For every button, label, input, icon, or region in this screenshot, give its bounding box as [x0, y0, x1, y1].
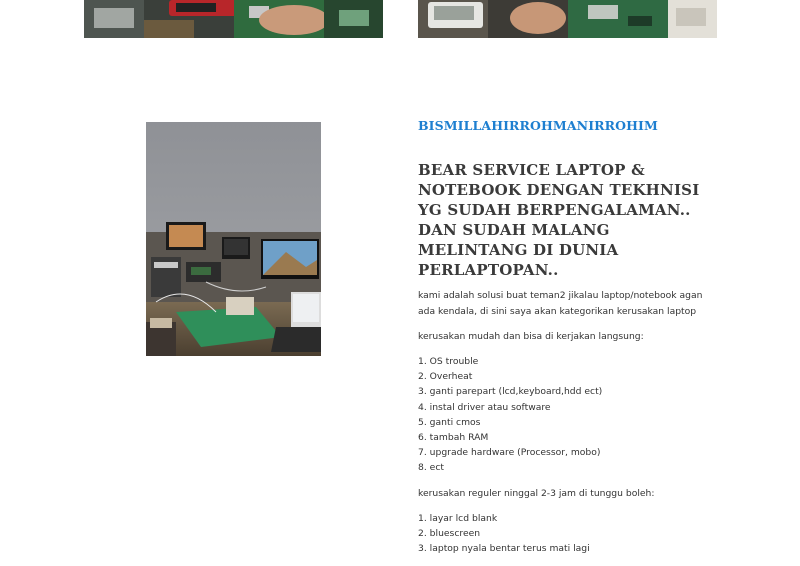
- list-item: 6. tambah RAM: [418, 432, 489, 444]
- list-item: 7. upgrade hardware (Processor, mobo): [418, 447, 601, 459]
- easy-repairs-list: [418, 354, 718, 476]
- repair-photo-right: [418, 0, 717, 38]
- regular-repairs-list: [418, 511, 718, 557]
- about-section: [418, 118, 718, 566]
- regular-repairs-heading: kerusakan reguler ninggal 2-3 jam di tunggu boleh:: [418, 487, 655, 499]
- repair-photo-left: [84, 0, 383, 38]
- list-item: 3. ganti parepart (lcd,keyboard,hdd ect): [418, 386, 603, 398]
- list-item: 4. instal driver atau software: [418, 401, 551, 413]
- list-item: 2. bluescreen: [418, 527, 481, 539]
- section-headline: BEAR SERVICE LAPTOP & NOTEBOOK DENGAN TEKHNISI YG SUDAH BERPENGALAMAN.. DAN SUDAH MALANG MELINTANG DI DUNIA PERLAPTOPAN..: [418, 161, 700, 279]
- easy-repairs-heading: kerusakan mudah dan bisa di kerjakan langsung:: [418, 331, 644, 342]
- intro-paragraph: kami adalah solusi buat teman2 jikalau laptop/notebook agan ada kendala, di sini saya akan kategorikan kerusakan laptop: [418, 290, 703, 317]
- workshop-photo: [146, 122, 321, 356]
- list-item: 8. ect: [418, 462, 444, 474]
- section-kicker: BISMILLAHIRROHMANIRROHIM: [418, 118, 658, 133]
- list-item: 2. Overheat: [418, 371, 473, 383]
- list-item: 1. OS trouble: [418, 356, 479, 367]
- list-item: 3. laptop nyala bentar terus mati lagi: [418, 543, 590, 555]
- list-item: 5. ganti cmos: [418, 416, 481, 428]
- list-item: 1. layar lcd blank: [418, 512, 498, 524]
